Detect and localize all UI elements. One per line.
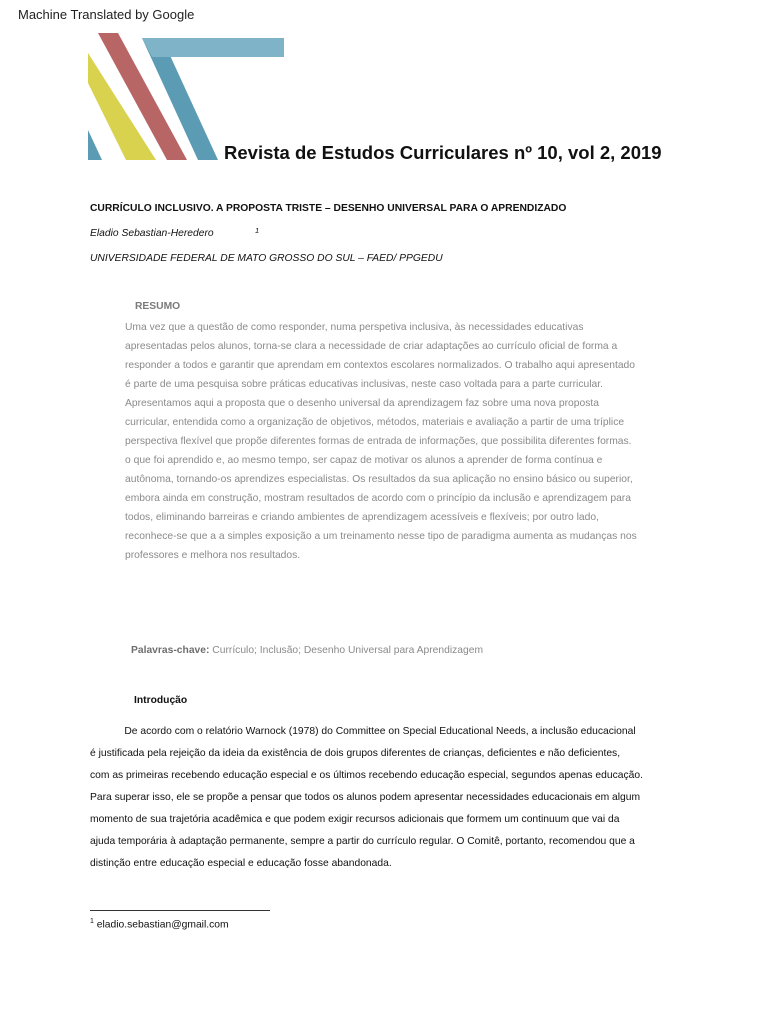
abstract-line: é parte de uma pesquisa sobre práticas educativas inclusivas, neste caso voltada para a parte curricular. bbox=[125, 379, 603, 390]
abstract-line: embora ainda em construção, mostram resultados de acordo com o princípio da inclusão e aprendizagem para bbox=[125, 493, 631, 504]
article-title: CURRÍCULO INCLUSIVO. A PROPOSTA TRISTE – DESENHO UNIVERSAL PARA O APRENDIZADO bbox=[90, 203, 567, 214]
body-line: é justificada pela rejeição da ideia da existência de dois grupos diferentes de crianças, deficientes e não deficientes, bbox=[90, 748, 621, 759]
keywords-label: Palavras-chave: bbox=[131, 645, 210, 656]
introduction-heading: Introdução bbox=[134, 695, 188, 706]
machine-translation-banner: Machine Translated by Google bbox=[18, 7, 195, 22]
journal-title: Revista de Estudos Curriculares nº 10, vol 2, 2019 bbox=[224, 142, 662, 163]
abstract-line: Uma vez que a questão de como responder, numa perspetiva inclusiva, às necessidades educativas bbox=[125, 322, 584, 333]
abstract-line: curricular, entendida como a organização de objetivos, métodos, materiais e avaliação a partir de uma tríplice bbox=[125, 417, 625, 428]
footnote-mark: 1 bbox=[90, 918, 94, 925]
body-line: De acordo com o relatório Warnock (1978) do Committee on Special Educational Needs, a inclusão educacional bbox=[90, 726, 636, 737]
abstract-line: Apresentamos aqui a proposta que o desenho universal da aprendizagem faz sobre uma nova proposta bbox=[125, 398, 599, 409]
body-line: com as primeiras recebendo educação especial e os últimos recebendo educação especial, segundos apenas educação. bbox=[90, 770, 643, 781]
keywords bbox=[131, 645, 483, 656]
logo-blue-corner bbox=[88, 130, 102, 160]
abstract-line: reconhece-se que a a simples exposição a um treinamento nesse tipo de paradigma aumenta as mudanças nos bbox=[125, 531, 637, 542]
body-line: momento de sua trajetória acadêmica e que podem exigir recursos adicionais que formem um continuum que vai da bbox=[90, 814, 620, 825]
body-line: ajuda temporária à adaptação permanente, sempre a partir do currículo regular. O Comitê, portanto, recomendou que a bbox=[90, 836, 635, 847]
abstract-line: perspectiva flexível que propõe diferentes formas de entrada de informações, que possibilita diferentes formas. bbox=[125, 436, 632, 447]
footnote bbox=[90, 918, 229, 930]
abstract-heading: RESUMO bbox=[135, 301, 181, 312]
footnote-divider bbox=[90, 910, 270, 911]
body-line: distinção entre educação especial e educação fosse abandonada. bbox=[90, 858, 392, 869]
logo-blue-bar bbox=[142, 38, 284, 57]
footnote-email: eladio.sebastian@gmail.com bbox=[93, 919, 229, 931]
abstract-line: apresentadas pelos alunos, torna-se clara a necessidade de criar adaptações ao currículo oficial de forma a bbox=[125, 341, 618, 352]
keywords-text: Currículo; Inclusão; Desenho Universal para Aprendizagem bbox=[209, 645, 484, 656]
author-footnote-mark: 1 bbox=[255, 226, 260, 235]
abstract-line: todos, eliminando barreiras e criando ambientes de aprendizagem acessíveis e flexíveis; por outro lado, bbox=[125, 512, 599, 523]
abstract-line: responder a todos e garantir que aprendam em contextos escolares normalizados. O trabalho aqui apresentado bbox=[125, 360, 636, 371]
abstract-line: o que foi aprendido e, ao mesmo tempo, ser capaz de motivar os alunos a aprender de forma contínua e bbox=[125, 455, 603, 466]
author-affiliation: UNIVERSIDADE FEDERAL DE MATO GROSSO DO SUL – FAED/ PPGEDU bbox=[90, 253, 443, 264]
abstract-line: autônoma, tornando-os aprendizes especialistas. Os resultados da sua aplicação no ensino básico ou superior, bbox=[125, 474, 633, 485]
abstract-line: professores e melhora nos resultados. bbox=[125, 550, 301, 561]
author-name: Eladio Sebastian-Heredero bbox=[90, 228, 214, 239]
body-line: Para superar isso, ele se propõe a pensar que todos os alunos podem apresentar necessidades educacionais em algum bbox=[90, 792, 641, 803]
